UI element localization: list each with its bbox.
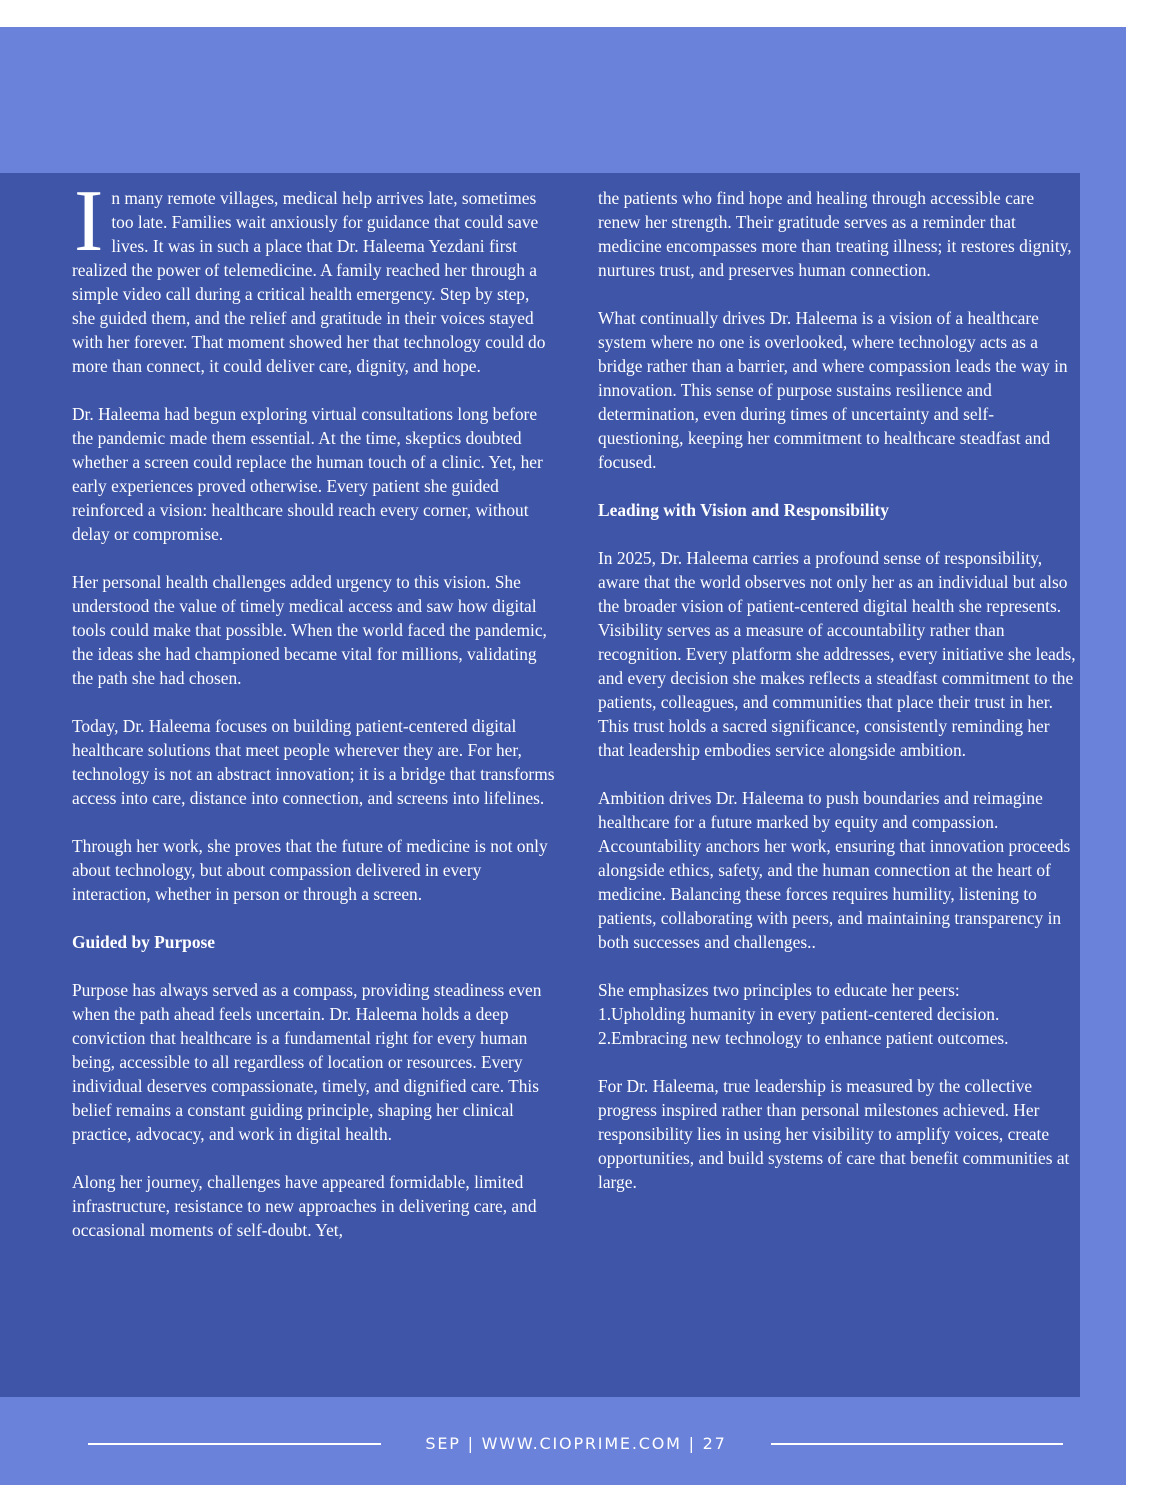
article-paragraph: In 2025, Dr. Haleema carries a profound sense of responsibility, aware that the world observes not only her as an individual but also the broader vision of patient-centered digital health she represents. Visibility serves as a measure of accountability rather than recognition. Every platform she addresses, every initiative she leads, and every decision she makes reflects a steadfast commitment to the patients, colleagues, and communities that place their trust in her. This trust holds a sacred significance, consistently reminding her that leadership embodies service alongside ambition. [598, 548, 1076, 760]
article-paragraph: What continually drives Dr. Haleema is a vision of a healthcare system where no one is overlooked, where technology acts as a bridge rather than a barrier, and where compassion leads the way in innovation. This sense of purpose sustains resilience and determination, even during times of uncertainty and self-questioning, keeping her commitment to healthcare steadfast and focused. [598, 308, 1068, 472]
footer-divider-left [88, 1443, 381, 1445]
section-heading-leading-with-vision: Leading with Vision and Responsibility [598, 500, 889, 520]
paragraph-text: n many remote villages, medical help arrives late, sometimes too late. Families wait anxiously for guidance that could save lives. It was in such a place that Dr. Haleema Yezdani first realized the power of telemedicine. A family reached her through a simple video call during a critical health emergency. Step by step, she guided them, and the relief and gratitude in their voices stayed with her forever. That moment showed her that technology could do more than connect, it could deliver care, dignity, and hope. [72, 188, 546, 376]
article-paragraph: Through her work, she proves that the future of medicine is not only about technology, but about compassion delivered in every interaction, whether in person or through a screen. [72, 836, 548, 904]
principles-intro: She emphasizes two principles to educate her peers: [598, 980, 960, 1000]
article-column-left [72, 173, 556, 1266]
article-paragraph [72, 173, 556, 378]
principle-item: 1.Upholding humanity in every patient-centered decision. [598, 1004, 1000, 1024]
article-paragraph: Her personal health challenges added urgency to this vision. She understood the value of timely medical access and saw how digital tools could make that possible. When the world faced the pandemic, the ideas she had championed became vital for millions, validating the path she had chosen. [72, 572, 547, 688]
page-footer [0, 1430, 1152, 1458]
principle-item: 2.Embracing new technology to enhance patient outcomes. [598, 1028, 1009, 1048]
section-heading-guided-by-purpose: Guided by Purpose [72, 932, 216, 952]
article-paragraph: Ambition drives Dr. Haleema to push boundaries and reimagine healthcare for a future marked by equity and compassion. Accountability anchors her work, ensuring that innovation proceeds alongside ethics, safety, and the human connection at the heart of medicine. Balancing these forces requires humility, listening to patients, collaborating with peers, and maintaining transparency in both successes and challenges.. [598, 788, 1071, 952]
article-paragraph: Purpose has always served as a compass, providing steadiness even when the path ahead feels uncertain. Dr. Haleema holds a deep conviction that healthcare is a fundamental right for every human being, accessible to all regardless of location or resources. Every individual deserves compassionate, timely, and dignified care. This belief remains a constant guiding principle, shaping her clinical practice, advocacy, and work in digital health. [72, 980, 542, 1144]
article-paragraph: the patients who find hope and healing through accessible care renew her strength. Their gratitude serves as a reminder that medicine encompasses more than treating illness; it restores dignity, nurtures trust, and preserves human connection. [598, 188, 1072, 280]
article-paragraph: For Dr. Haleema, true leadership is measured by the collective progress inspired rather than personal milestones achieved. Her responsibility lies in using her visibility to amplify voices, create opportunities, and build systems of care that benefit communities at large. [598, 1076, 1070, 1192]
article-column-right [598, 186, 1079, 1218]
footer-text: SEP | WWW.CIOPRIME.COM | 27 [425, 1434, 727, 1453]
article-paragraph: Along her journey, challenges have appeared formidable, limited infrastructure, resistance to new approaches in delivering care, and occasional moments of self-doubt. Yet, [72, 1172, 537, 1240]
article-paragraph: Today, Dr. Haleema focuses on building patient-centered digital healthcare solutions that meet people wherever they are. For her, technology is not an abstract innovation; it is a bridge that transforms access into care, distance into connection, and screens into lifelines. [72, 716, 555, 808]
article-paragraph: Dr. Haleema had begun exploring virtual consultations long before the pandemic made them essential. At the time, skeptics doubted whether a screen could replace the human touch of a clinic. Yet, her early experiences proved otherwise. Every patient she guided reinforced a vision: healthcare should reach every corner, without delay or compromise. [72, 404, 543, 544]
footer-divider-right [771, 1443, 1063, 1445]
principles-paragraph [598, 978, 1079, 1050]
drop-cap: I [74, 173, 104, 270]
